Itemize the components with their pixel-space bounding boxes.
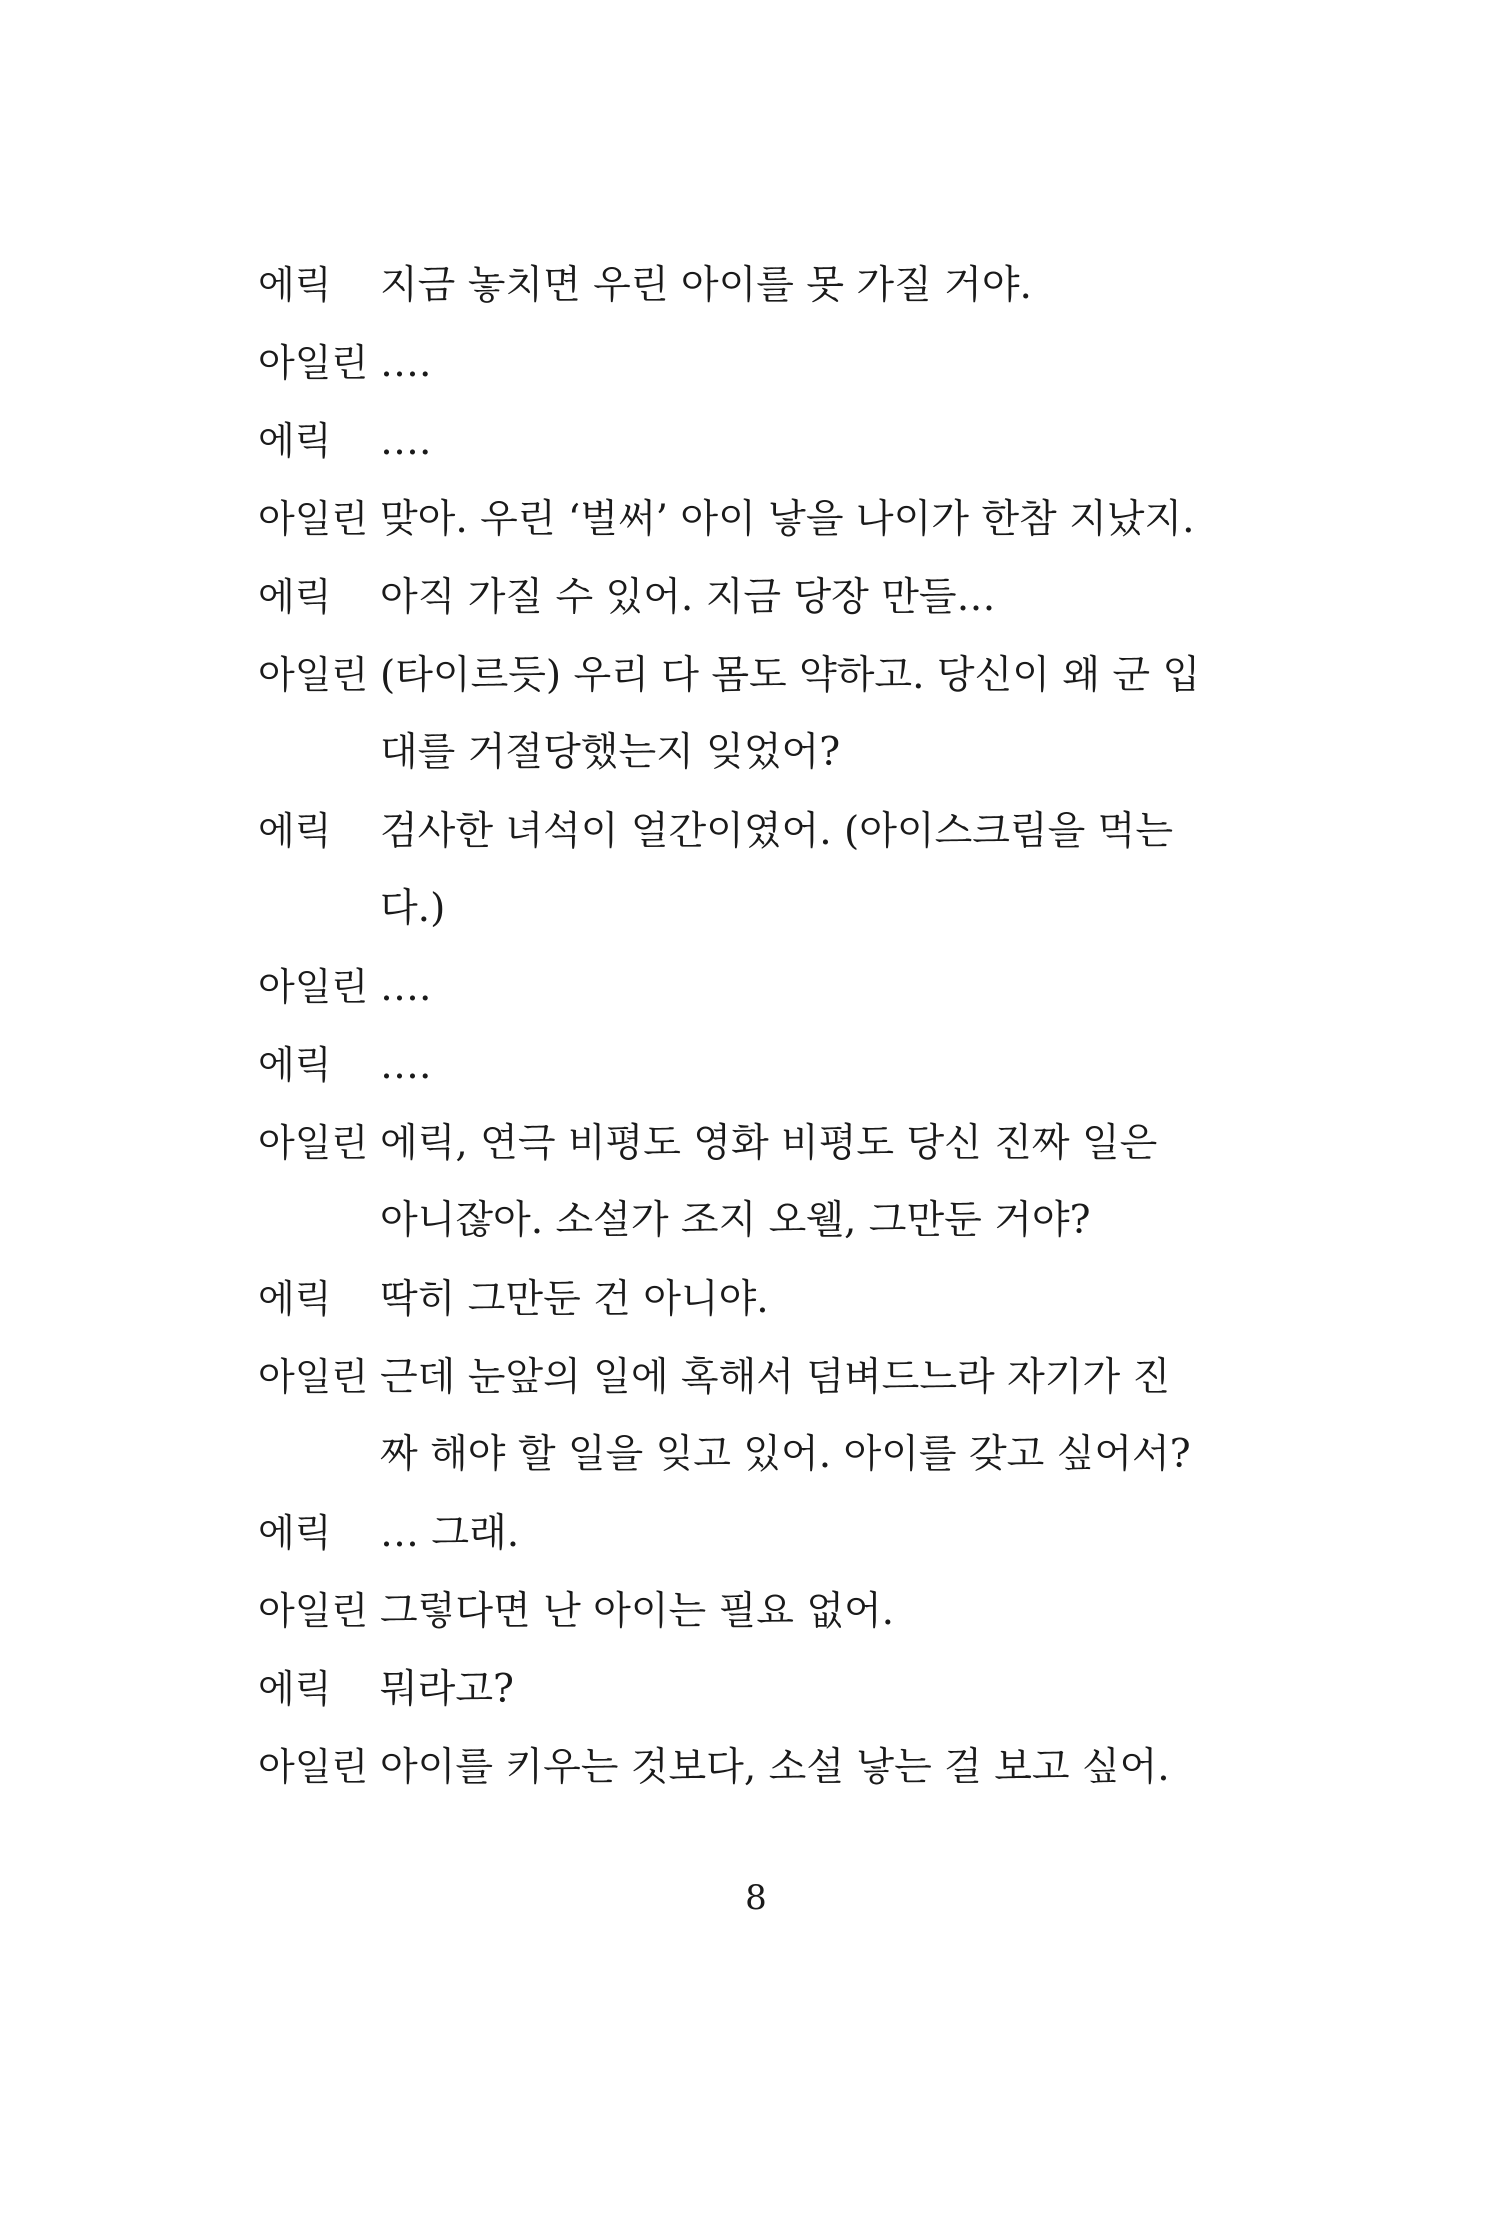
dialogue-line: [258, 1104, 1258, 1182]
speech-text: 지금 놓치면 우린 아이를 못 가질 거야.: [380, 263, 1032, 308]
dialogue-continuation: [258, 1416, 1258, 1494]
speaker-name: 아일린: [258, 653, 369, 697]
speaker-name: 아일린: [258, 1355, 369, 1399]
speaker-name: 에릭: [258, 1511, 332, 1555]
speaker-name: 아일린: [258, 1589, 369, 1633]
speech-text: ….: [380, 1043, 432, 1088]
dialogue-continuation: [258, 714, 1258, 792]
speaker-name: 아일린: [258, 1121, 369, 1165]
speech-text: 대를 거절당했는지 잊었어?: [380, 730, 841, 775]
speech-text: 아니잖아. 소설가 조지 오웰, 그만둔 거야?: [380, 1198, 1091, 1243]
speaker-name: 아일린: [258, 965, 369, 1009]
dialogue-line: [258, 558, 1258, 636]
speaker-name: 에릭: [258, 1667, 332, 1711]
speech-text: … 그래.: [380, 1511, 520, 1556]
dialogue-line: [258, 1728, 1258, 1806]
speaker-name: 에릭: [258, 809, 332, 853]
speaker-name: 아일린: [258, 1745, 369, 1789]
dialogue-line: [258, 1338, 1258, 1416]
dialogue-line: [258, 792, 1258, 870]
speech-text: 맞아. 우린 ‘벌써’ 아이 낳을 나이가 한참 지났지.: [380, 497, 1195, 542]
speaker-name: 아일린: [258, 341, 369, 385]
script-body: [258, 246, 1258, 1806]
speech-text: ….: [380, 341, 432, 386]
dialogue-line: [258, 324, 1258, 402]
dialogue-line: [258, 1494, 1258, 1572]
speech-text: 다.): [380, 886, 446, 931]
page-number: 8: [745, 1878, 767, 1918]
dialogue-line: [258, 1260, 1258, 1338]
speech-text: ….: [380, 419, 432, 464]
dialogue-line: [258, 948, 1258, 1026]
speaker-name: 에릭: [258, 263, 332, 307]
dialogue-line: [258, 480, 1258, 558]
speaker-name: 에릭: [258, 419, 332, 463]
dialogue-continuation: [258, 1182, 1258, 1260]
speaker-name: 아일린: [258, 497, 369, 541]
dialogue-line: [258, 636, 1258, 714]
speaker-name: 에릭: [258, 1277, 332, 1321]
speech-text: 뭐라고?: [380, 1667, 514, 1712]
dialogue-line: [258, 1026, 1258, 1104]
dialogue-line: [258, 402, 1258, 480]
speech-text: ….: [380, 965, 432, 1010]
speech-text: 검사한 녀석이 얼간이였어. (아이스크림을 먹는: [380, 809, 1174, 854]
speech-text: (타이르듯) 우리 다 몸도 약하고. 당신이 왜 군 입: [380, 653, 1201, 698]
dialogue-line: [258, 246, 1258, 324]
speech-text: 에릭, 연극 비평도 영화 비평도 당신 진짜 일은: [380, 1121, 1158, 1166]
speech-text: 딱히 그만둔 건 아니야.: [380, 1277, 769, 1322]
dialogue-continuation: [258, 870, 1258, 948]
speech-text: 근데 눈앞의 일에 혹해서 덤벼드느라 자기가 진: [380, 1355, 1171, 1400]
dialogue-line: [258, 1572, 1258, 1650]
speech-text: 짜 해야 할 일을 잊고 있어. 아이를 갖고 싶어서?: [380, 1432, 1191, 1477]
speaker-name: 에릭: [258, 1043, 332, 1087]
dialogue-line: [258, 1650, 1258, 1728]
speech-text: 그렇다면 난 아이는 필요 없어.: [380, 1589, 895, 1634]
speech-text: 아이를 키우는 것보다, 소설 낳는 걸 보고 싶어.: [380, 1745, 1170, 1790]
speech-text: 아직 가질 수 있어. 지금 당장 만들…: [380, 575, 996, 620]
speaker-name: 에릭: [258, 575, 332, 619]
